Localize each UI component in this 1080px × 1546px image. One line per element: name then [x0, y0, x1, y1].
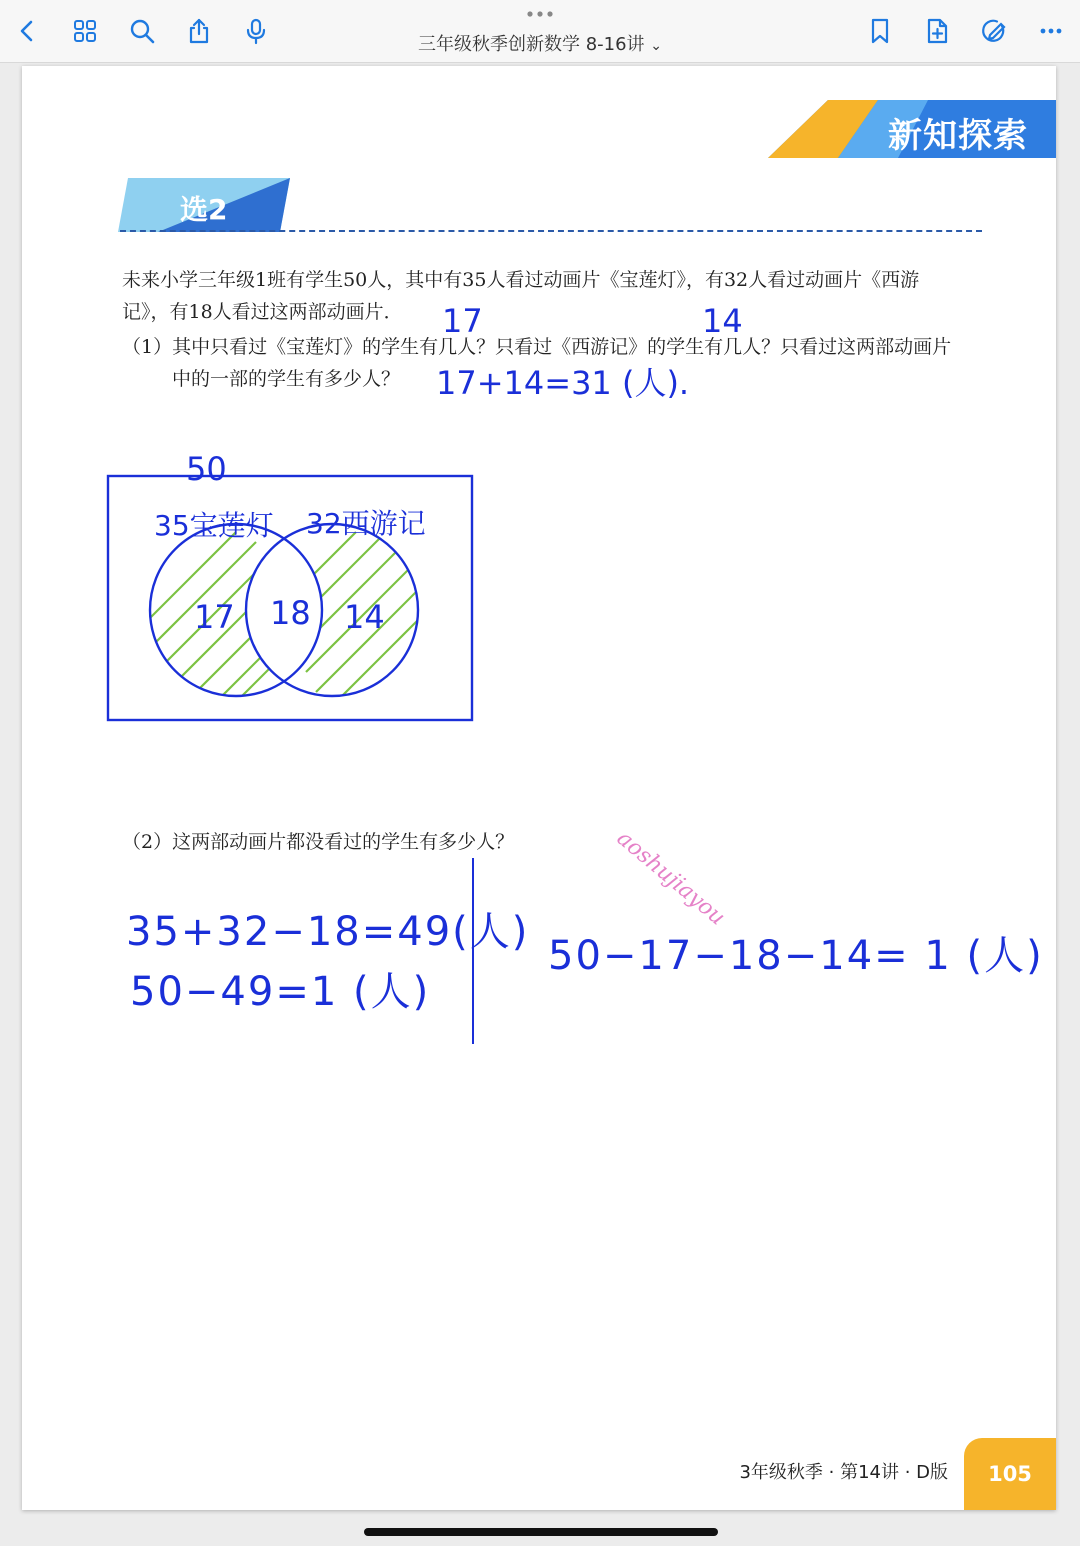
venn-value-left: 17	[194, 598, 235, 636]
problem-text-line-1: 未来小学三年级1班有学生50人，其中有35人看过动画片《宝莲灯》，有32人看过动画片《西游	[122, 269, 920, 291]
add-page-icon	[923, 17, 951, 45]
question-1-line-2: 中的一部的学生有多少人？	[172, 368, 401, 390]
problem-text-line-2: 记》，有18人看过这两部动画片．	[122, 301, 403, 323]
bookmark-button[interactable]	[863, 14, 897, 48]
document-title[interactable]	[360, 30, 720, 56]
bookmark-icon	[866, 17, 894, 45]
back-button[interactable]	[10, 14, 44, 48]
handwritten-sum-q1: 17+14=31 (人).	[436, 364, 690, 402]
add-page-button[interactable]	[920, 14, 954, 48]
venn-value-middle: 18	[270, 594, 311, 632]
mic-icon	[242, 17, 270, 45]
venn-label-baoliandeng: 35宝莲灯	[154, 509, 274, 542]
share-icon	[185, 17, 213, 45]
question-1-line-1: （1）其中只看过《宝莲灯》的学生有几人？只看过《西游记》的学生有几人？只看过这两部动画片	[122, 336, 952, 358]
venn-value-right: 14	[344, 598, 385, 636]
dictation-button[interactable]	[239, 14, 273, 48]
page-footer: 3年级秋季 · 第14讲 · D版	[739, 1462, 948, 1483]
markup-icon	[980, 17, 1008, 45]
venn-total: 50	[186, 450, 227, 488]
handwritten-divider-line	[472, 858, 474, 1044]
section-divider	[120, 230, 982, 232]
grid-icon	[71, 17, 99, 45]
thumbnails-button[interactable]	[68, 14, 102, 48]
question-2: （2）这两部动画片都没看过的学生有多少人？	[122, 831, 515, 853]
handwritten-equation-2: 50−49=1 (人)	[130, 969, 431, 1015]
handwritten-answer-14: 14	[702, 302, 743, 340]
venn-label-xiyouji: 32西游记	[306, 507, 426, 540]
back-icon	[13, 17, 41, 45]
section-banner-title: 新知探索	[888, 116, 1028, 156]
page-number: 105	[964, 1438, 1056, 1510]
question-tag-label: 选2	[180, 193, 228, 226]
grabber-icon[interactable]	[525, 8, 555, 20]
search-button[interactable]	[125, 14, 159, 48]
more-button[interactable]	[1034, 14, 1068, 48]
top-toolbar	[0, 0, 1080, 63]
share-button[interactable]	[182, 14, 216, 48]
more-icon	[1037, 17, 1065, 45]
document-title-text: 三年级秋季创新数学 8-16讲	[417, 34, 645, 55]
chevron-down-icon: ⌄	[650, 38, 663, 54]
watermark: aoshujiayou	[611, 826, 730, 931]
handwritten-equation-3: 50−17−18−14= 1 (人)	[548, 933, 1044, 979]
handwritten-equation-1: 35+32−18=49(人)	[126, 909, 530, 955]
markup-button[interactable]	[977, 14, 1011, 48]
document-page[interactable]	[22, 66, 1056, 1510]
search-icon	[128, 17, 156, 45]
handwritten-answer-17: 17	[442, 302, 483, 340]
home-indicator[interactable]	[364, 1528, 718, 1536]
